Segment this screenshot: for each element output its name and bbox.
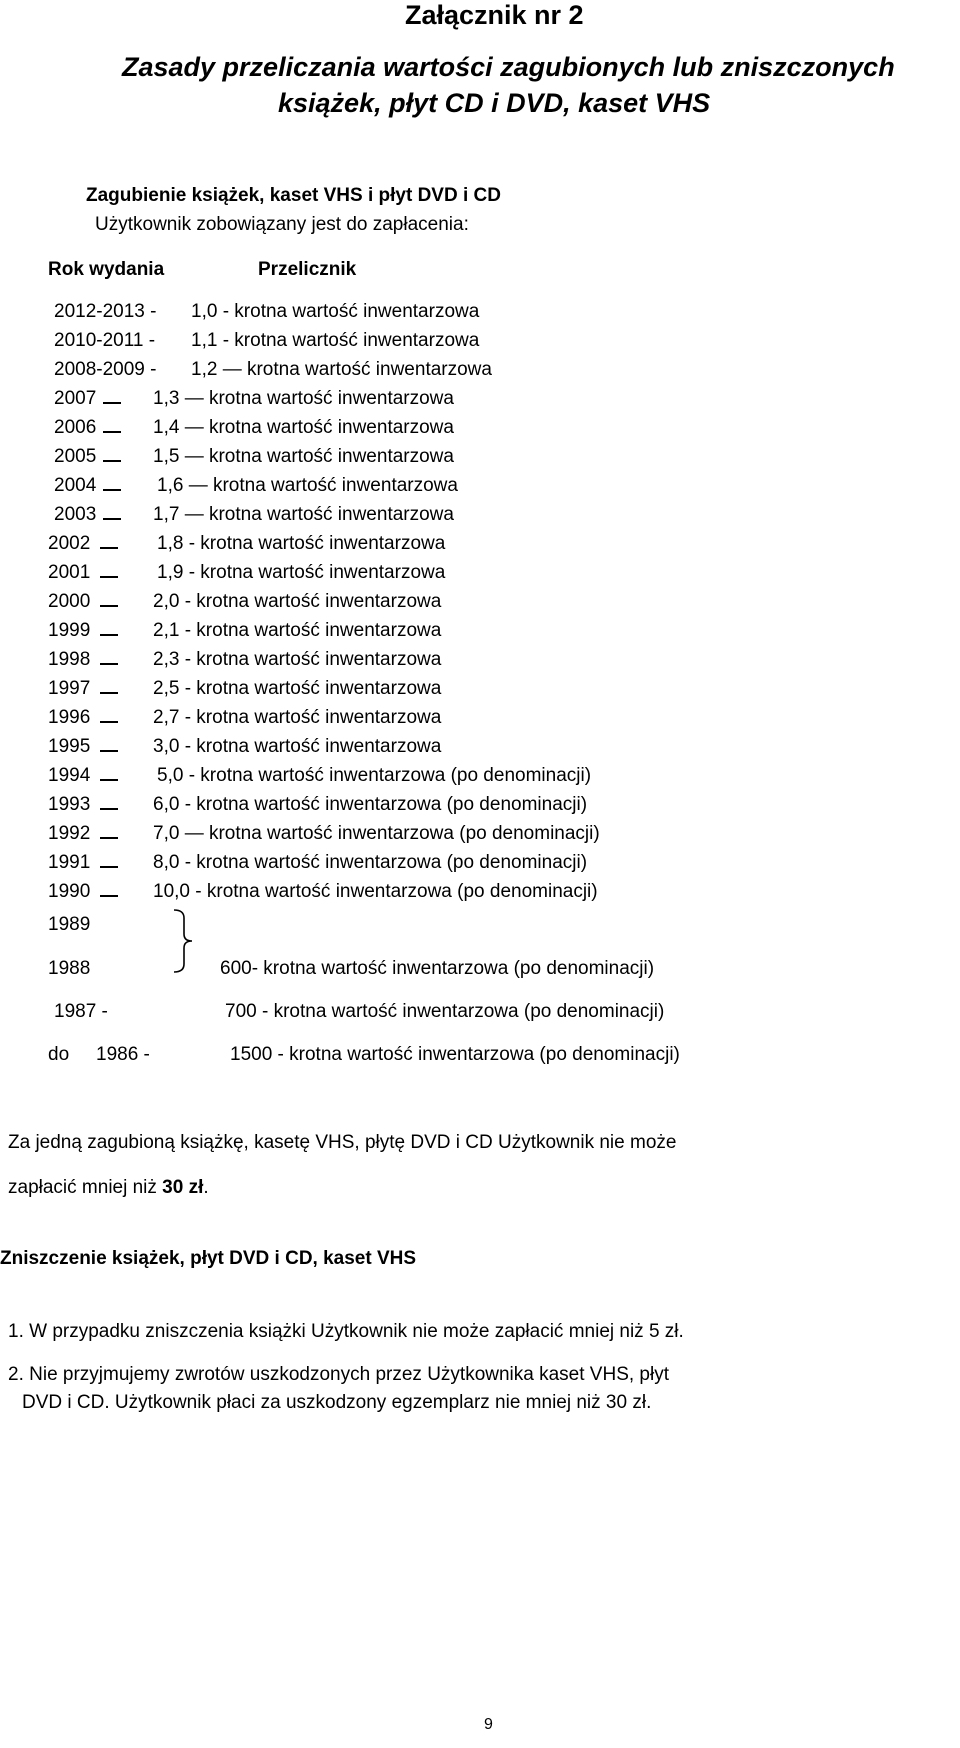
table-row [0, 359, 960, 387]
row-year: 1992 [48, 823, 91, 844]
row-factor: 1,1 - krotna wartość inwentarzowa [191, 330, 480, 351]
row-factor: 1,5 — krotna wartość inwentarzowa [153, 446, 454, 467]
table-row [0, 794, 960, 822]
row-factor: 6,0 - krotna wartość inwentarzowa (po denominacji) [153, 794, 588, 815]
damage-heading: Zniszczenie książek, płyt DVD i CD, kaset VHS [0, 1248, 417, 1269]
row-year: 2000 [48, 591, 91, 612]
minimum-payment-period: . [203, 1177, 209, 1198]
year-dash [100, 779, 118, 781]
row-year: 2005 [54, 446, 97, 467]
row-year: 1998 [48, 649, 91, 670]
row-year: 2004 [54, 475, 97, 496]
row-year: 2008-2009 - [54, 359, 157, 380]
year-1986: 1986 - [96, 1044, 150, 1065]
table-row [0, 417, 960, 445]
year-dash [100, 837, 118, 839]
row-year: 1999 [48, 620, 91, 641]
curly-brace-icon [170, 908, 200, 974]
column-header-factor: Przelicznik [258, 259, 357, 280]
year-dash [100, 750, 118, 752]
minimum-payment-note-line1: Za jedną zagubioną książkę, kasetę VHS, płytę DVD i CD Użytkownik nie może [8, 1132, 677, 1153]
document-subtitle-line1: Zasady przeliczania wartości zagubionych lub zniszczonych [122, 52, 895, 82]
year-1986-prefix: do [48, 1044, 70, 1065]
year-dash [100, 895, 118, 897]
row-year: 2010-2011 - [54, 330, 156, 351]
row-factor: 1,6 — krotna wartość inwentarzowa [157, 475, 458, 496]
row-factor: 7,0 — krotna wartość inwentarzowa (po denominacji) [153, 823, 600, 844]
year-dash [100, 808, 118, 810]
row-factor: 5,0 - krotna wartość inwentarzowa (po denominacji) [157, 765, 592, 786]
row-factor: 2,0 - krotna wartość inwentarzowa [153, 591, 442, 612]
row-factor: 1,4 — krotna wartość inwentarzowa [153, 417, 454, 438]
table-row [0, 591, 960, 619]
row-factor: 2,1 - krotna wartość inwentarzowa [153, 620, 442, 641]
row-factor: 1,9 - krotna wartość inwentarzowa [157, 562, 446, 583]
table-row [0, 765, 960, 793]
minimum-payment-amount: 30 zł [162, 1177, 204, 1198]
row-year: 1997 [48, 678, 91, 699]
minimum-payment-text: zapłacić mniej niż [8, 1177, 163, 1198]
year-1987: 1987 - [54, 1001, 108, 1022]
year-dash [100, 547, 118, 549]
year-1988: 1988 [48, 958, 91, 979]
damage-rule-2-line1: 2. Nie przyjmujemy zwrotów uszkodzonych przez Użytkownika kaset VHS, płyt [8, 1364, 670, 1385]
row-year: 1994 [48, 765, 91, 786]
loss-intro: Użytkownik zobowiązany jest do zapłacenia: [95, 214, 469, 235]
year-1989: 1989 [48, 914, 91, 935]
table-row [0, 533, 960, 561]
factor-1987: 700 - krotna wartość inwentarzowa (po denominacji) [225, 1001, 665, 1022]
damage-rule-1: 1. W przypadku zniszczenia książki Użytkownik nie może zapłacić mniej niż 5 zł. [8, 1321, 684, 1342]
year-dash [100, 663, 118, 665]
row-factor: 1,8 - krotna wartość inwentarzowa [157, 533, 446, 554]
year-dash [100, 692, 118, 694]
row-year: 2002 [48, 533, 91, 554]
attachment-title: Załącznik nr 2 [405, 0, 584, 30]
row-year: 1996 [48, 707, 91, 728]
year-dash [100, 721, 118, 723]
row-year: 2003 [54, 504, 97, 525]
row-year: 1990 [48, 881, 91, 902]
table-row [0, 504, 960, 532]
row-factor: 1,2 — krotna wartość inwentarzowa [191, 359, 492, 380]
year-dash [103, 402, 121, 404]
year-dash [103, 489, 121, 491]
row-factor: 10,0 - krotna wartość inwentarzowa (po denominacji) [153, 881, 598, 902]
row-year: 2012-2013 - [54, 301, 157, 322]
page-number: 9 [484, 1716, 493, 1733]
year-dash [103, 518, 121, 520]
document-subtitle-line2: książek, płyt CD i DVD, kaset VHS [278, 88, 711, 118]
year-dash [100, 576, 118, 578]
table-row [0, 881, 960, 909]
row-factor: 1,7 — krotna wartość inwentarzowa [153, 504, 454, 525]
year-dash [100, 866, 118, 868]
loss-heading: Zagubienie książek, kaset VHS i płyt DVD i CD [86, 185, 501, 206]
row-factor: 8,0 - krotna wartość inwentarzowa (po denominacji) [153, 852, 588, 873]
year-dash [100, 634, 118, 636]
row-year: 2006 [54, 417, 97, 438]
row-year: 2007 [54, 388, 97, 409]
table-row [0, 852, 960, 880]
table-row [0, 736, 960, 764]
row-factor: 1,3 — krotna wartość inwentarzowa [153, 388, 454, 409]
minimum-payment-note-line2 [8, 1177, 209, 1199]
row-year: 2001 [48, 562, 91, 583]
row-factor: 3,0 - krotna wartość inwentarzowa [153, 736, 442, 757]
row-year: 1993 [48, 794, 91, 815]
table-row [0, 301, 960, 329]
table-row [0, 562, 960, 590]
table-row [0, 823, 960, 851]
column-header-year: Rok wydania [48, 259, 165, 280]
year-dash [103, 431, 121, 433]
row-factor: 2,7 - krotna wartość inwentarzowa [153, 707, 442, 728]
factor-1986: 1500 - krotna wartość inwentarzowa (po denominacji) [230, 1044, 680, 1065]
factor-1988: 600- krotna wartość inwentarzowa (po denominacji) [220, 958, 655, 979]
row-year: 1995 [48, 736, 91, 757]
damage-rule-2-line2: DVD i CD. Użytkownik płaci za uszkodzony egzemplarz nie mniej niż 30 zł. [22, 1392, 652, 1413]
table-row [0, 678, 960, 706]
table-row [0, 707, 960, 735]
year-dash [100, 605, 118, 607]
table-row [0, 649, 960, 677]
row-factor: 2,5 - krotna wartość inwentarzowa [153, 678, 442, 699]
row-factor: 2,3 - krotna wartość inwentarzowa [153, 649, 442, 670]
row-factor: 1,0 - krotna wartość inwentarzowa [191, 301, 480, 322]
table-row [0, 620, 960, 648]
table-row [0, 388, 960, 416]
row-year: 1991 [48, 852, 91, 873]
table-row [0, 475, 960, 503]
year-dash [103, 460, 121, 462]
table-row [0, 330, 960, 358]
table-row [0, 446, 960, 474]
